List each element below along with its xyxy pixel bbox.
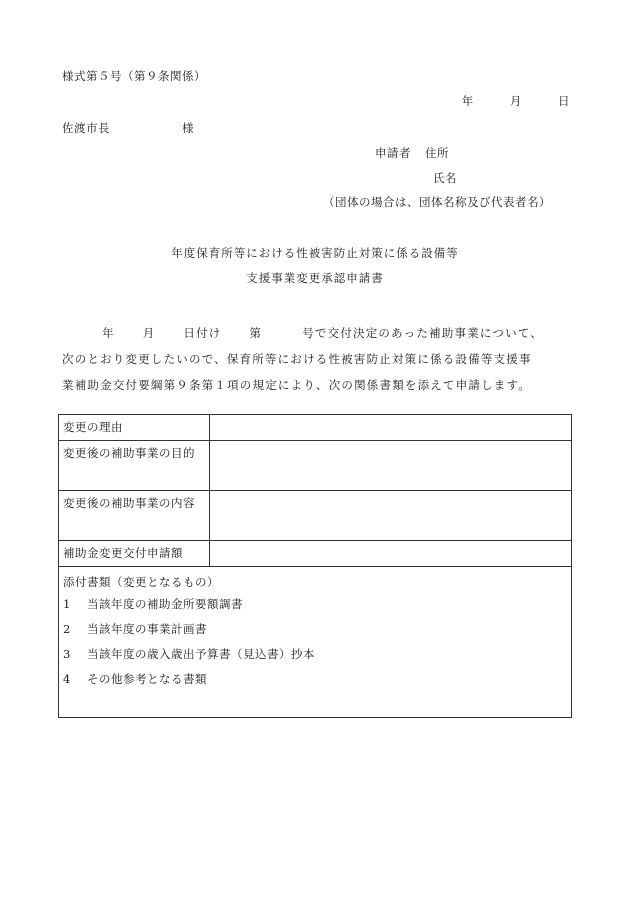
attachments-cell bbox=[59, 567, 572, 718]
attachment-text: その他参考となる書類 bbox=[87, 672, 207, 686]
body-year: 年 bbox=[102, 326, 115, 340]
reason-label: 変更の理由 bbox=[59, 415, 210, 441]
purpose-field[interactable] bbox=[210, 441, 572, 491]
amount-field[interactable] bbox=[210, 541, 572, 567]
addressee-honorific: 様 bbox=[182, 121, 194, 135]
body-line-3: 業補助金交付要綱第９条第１項の規定により、次の関係書類を添えて申請します。 bbox=[62, 378, 531, 392]
attachment-text: 当該年度の歳入歳出予算書（見込書）抄本 bbox=[87, 647, 315, 661]
body-dated: 日付け bbox=[183, 326, 222, 340]
applicant-address-line bbox=[375, 148, 449, 160]
body-line1-rest: 号で交付決定のあった補助事業について、 bbox=[302, 326, 543, 340]
list-item bbox=[63, 667, 567, 692]
body-line-1 bbox=[62, 320, 574, 346]
table-row bbox=[59, 541, 572, 567]
attachment-number: 3 bbox=[63, 647, 71, 661]
date-line bbox=[434, 96, 570, 108]
addressee-name: 佐渡市長 bbox=[62, 121, 110, 135]
form-number: 様式第５号（第９条関係） bbox=[62, 69, 206, 83]
body-line-2: 次のとおり変更したいので、保育所等における性被害防止対策に係る設備等支援事 bbox=[62, 352, 532, 366]
address-label: 住所 bbox=[425, 146, 449, 160]
document-title-line2: 支援事業変更承認申請書 bbox=[246, 271, 384, 285]
list-item bbox=[63, 592, 567, 617]
attachment-number: 1 bbox=[63, 597, 71, 611]
reason-field[interactable] bbox=[210, 415, 572, 441]
body-dai: 第 bbox=[249, 326, 263, 340]
table-row bbox=[59, 441, 572, 491]
attachments-title: 添付書類（変更となるもの） bbox=[63, 575, 219, 589]
attachment-text: 当該年度の補助金所要額調書 bbox=[87, 597, 243, 611]
group-note: （団体の場合は、団体名称及び代表者名） bbox=[323, 195, 551, 209]
body-paragraph bbox=[62, 320, 574, 398]
attachment-text: 当該年度の事業計画書 bbox=[87, 622, 207, 636]
content-field[interactable] bbox=[210, 491, 572, 541]
applicant-name-label: 氏名 bbox=[433, 171, 457, 185]
table-row bbox=[59, 415, 572, 441]
addressee bbox=[62, 123, 194, 135]
list-item bbox=[63, 642, 567, 667]
table-row bbox=[59, 491, 572, 541]
attachment-number: 4 bbox=[63, 672, 71, 686]
table-row bbox=[59, 567, 572, 718]
list-item bbox=[63, 617, 567, 642]
content-label: 変更後の補助事業の内容 bbox=[59, 491, 210, 541]
amount-label: 補助金変更交付申請額 bbox=[59, 541, 210, 567]
date-day-label: 日 bbox=[558, 94, 570, 108]
purpose-label: 変更後の補助事業の目的 bbox=[59, 441, 210, 491]
body-month: 月 bbox=[142, 326, 156, 340]
date-month-label: 月 bbox=[509, 94, 522, 108]
application-table bbox=[58, 414, 572, 718]
date-year-label: 年 bbox=[461, 94, 474, 108]
attachment-number: 2 bbox=[63, 622, 71, 636]
applicant-label: 申請者 bbox=[375, 146, 411, 160]
document-title-line1: 年度保育所等における性被害防止対策に係る設備等 bbox=[171, 246, 459, 260]
